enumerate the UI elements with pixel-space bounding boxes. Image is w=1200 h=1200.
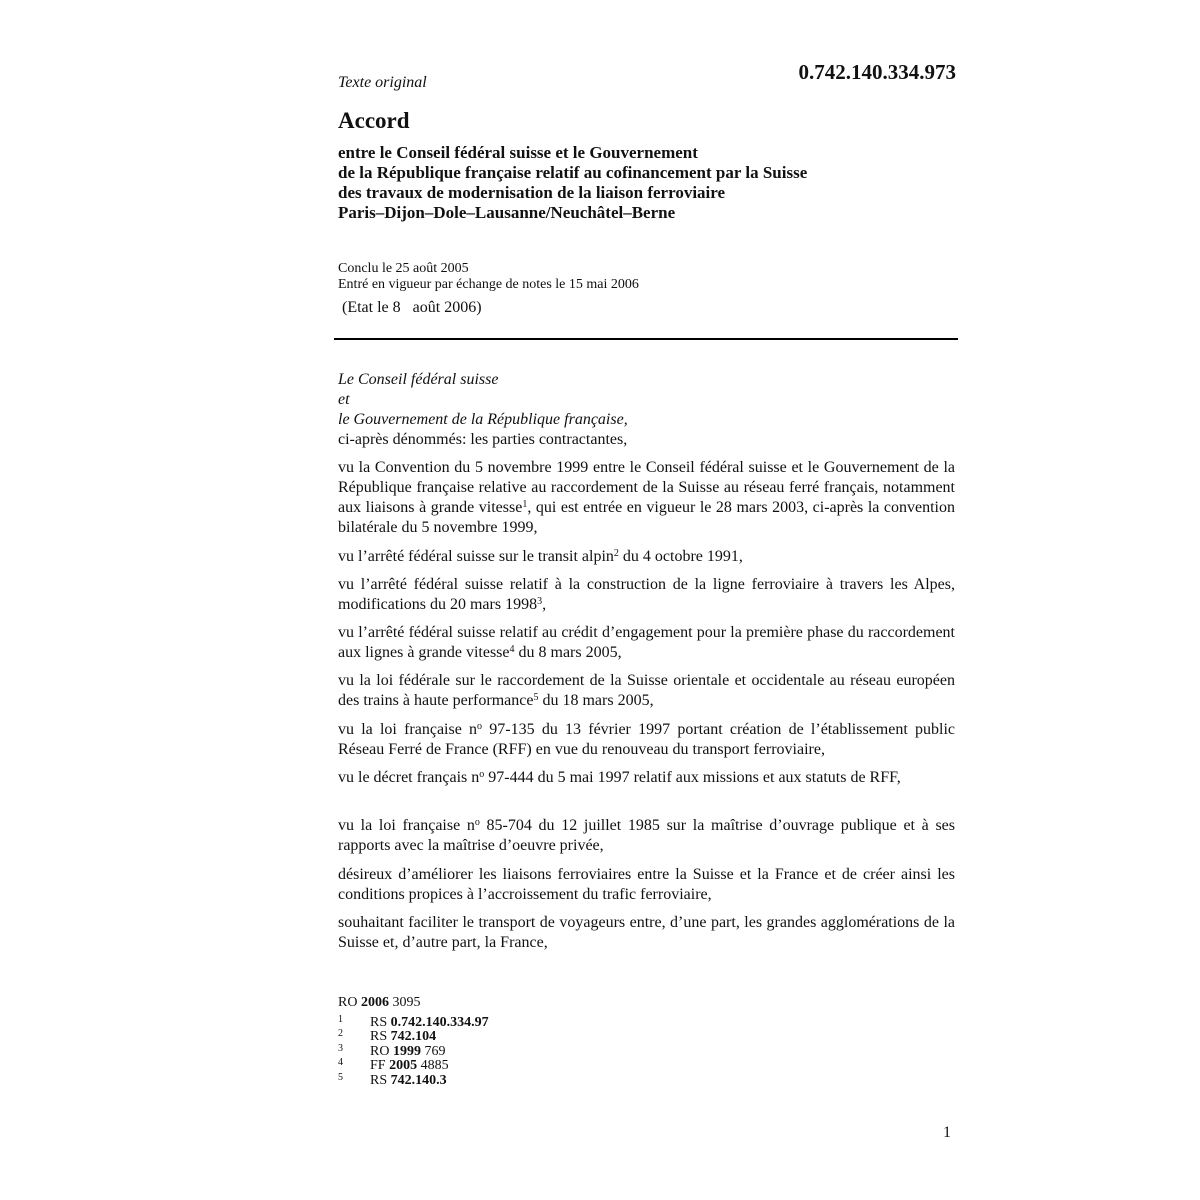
party-french: le Gouvernement de la République française, <box>338 411 628 428</box>
footnote-ref: 3 <box>537 596 543 607</box>
treaty-dates <box>338 261 639 293</box>
footnotes <box>338 996 489 1088</box>
document-subtitle <box>338 143 807 223</box>
numero-superscript: o <box>479 769 485 780</box>
footnote-ref: 5 <box>533 692 539 703</box>
preamble-paragraph: souhaitant faciliter le transport de voyageurs entre, d’une part, les grandes agglomérations de la Suisse et, d’autre part, la France, <box>338 914 955 951</box>
preamble-paragraph: vu l’arrêté fédéral suisse sur le transit alpin$^2$ du 4 octobre 1991, <box>338 548 743 565</box>
preamble-paragraph: désireux d’améliorer les liaisons ferroviaires entre la Suisse et la France et de créer ainsi les conditions propices à l’accroissement du trafic ferroviaire, <box>338 866 955 903</box>
party-swiss: Le Conseil fédéral suisse <box>338 371 499 388</box>
preamble-paragraph: vu l’arrêté fédéral suisse relatif à la construction de la ligne ferroviaire à travers les Alpes, modifications du 20 mars 1998$^3$, <box>338 576 955 613</box>
footnote-ref: 2 <box>613 548 619 559</box>
status-date: (Etat le 8 août 2006) <box>342 299 482 316</box>
preamble-paragraph: vu la loi fédérale sur le raccordement de la Suisse orientale et occidentale au réseau européen des trains à haute performance$^5$ du 18 mars 2005, <box>338 672 955 709</box>
subtitle-line: des travaux de modernisation de la liaison ferroviaire <box>338 183 726 202</box>
page-number: 1 <box>943 1124 951 1141</box>
official-compilation-ref: RO 2006 3095 <box>338 995 421 1010</box>
header-divider <box>334 338 958 340</box>
original-text-label: Texte original <box>338 74 427 91</box>
footnote-item: 4 FF 2005 4885 <box>338 1057 449 1073</box>
document-number: 0.742.140.334.973 <box>798 60 956 84</box>
footnote-item: 3 RO 1999 769 <box>338 1042 446 1059</box>
preamble-paragraph: vu la loi française $n^o$ 85-704 du 12 juillet 1985 sur la maîtrise d’ouvrage publique et à ses rapports avec la maîtrise d’oeuvre privée, <box>338 817 955 854</box>
footnote-ref: 1 <box>522 499 528 510</box>
preamble-parties <box>338 370 628 450</box>
preamble-paragraph: vu le décret français $n^o$ 97-444 du 5 mai 1997 relatif aux missions et aux statuts de RFF, <box>338 769 901 786</box>
subtitle-line: de la République française relatif au cofinancement par la Suisse <box>338 163 808 182</box>
numero-superscript: o <box>477 721 483 732</box>
in-force-date: Entré en vigueur par échange de notes le 15 mai 2006 <box>338 277 639 292</box>
footnote-item: 2 RS 742.104 <box>338 1028 437 1044</box>
preamble-paragraph: vu l’arrêté fédéral suisse relatif au crédit d’engagement pour la première phase du raccordement aux lignes à grande vitesse$^4$ du 8 mars 2005, <box>338 624 955 661</box>
preamble-paragraph: vu la loi française $n^o$ 97-135 du 13 février 1997 portant création de l’établissement public Réseau Ferré de France (RFF) en vue du renouveau du transport ferroviaire, <box>338 721 955 758</box>
concluded-date: Conclu le 25 août 2005 <box>338 261 469 276</box>
parties-designation: ci-après dénommés: les parties contractantes, <box>338 431 628 448</box>
subtitle-line: entre le Conseil fédéral suisse et le Gouvernement <box>338 143 698 162</box>
subtitle-line: Paris–Dijon–Dole–Lausanne/Neuchâtel–Berne <box>338 203 676 222</box>
document-title: Accord <box>338 108 410 133</box>
party-conjunction: et <box>338 391 350 408</box>
numero-superscript: o <box>474 817 480 828</box>
footnote-ref: 4 <box>509 644 515 655</box>
footnote-item: 1 RS 0.742.140.334.97 <box>338 1013 489 1030</box>
preamble-paragraph: vu la Convention du 5 novembre 1999 entre le Conseil fédéral suisse et le Gouvernement de la République française relative au raccordement de la Suisse au réseau ferré français, notamment aux liaisons à grande vitesse$^1$, qui est entrée en vigueur le 28 mars 2003, ci-après la convention bilatérale du 5 novembre 1999, <box>338 459 955 536</box>
footnote-item: 5 RS 742.140.3 <box>338 1071 447 1088</box>
